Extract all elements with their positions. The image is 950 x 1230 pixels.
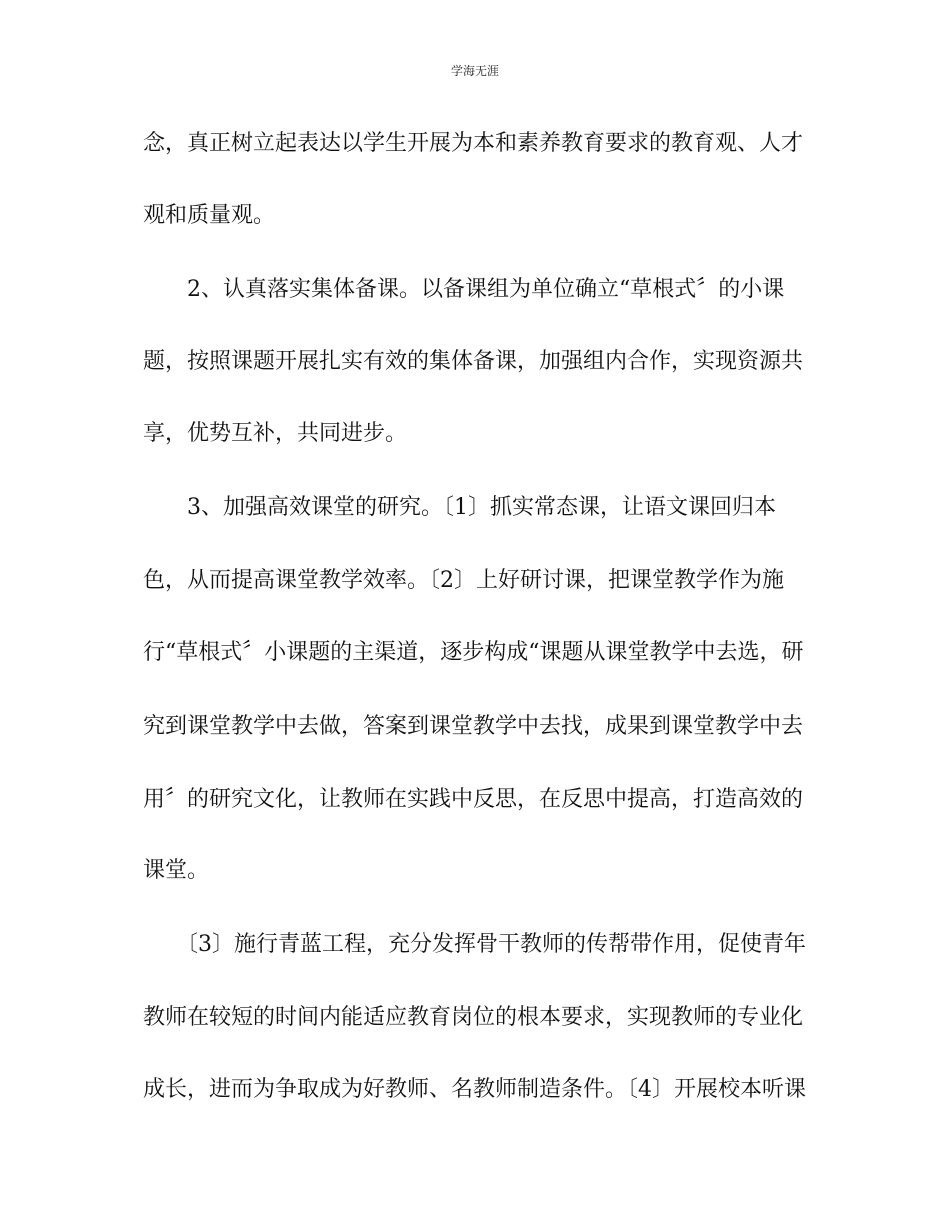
text-line: 题，按照课题开展扎实有效的集体备课，加强组内合作，实现资源共 (143, 349, 804, 374)
text-line: 色，从而提高课堂教学效率。〔2〕上好研讨课，把课堂教学作为施 (143, 568, 784, 593)
text-line: 念，真正树立起表达以学生开展为本和素养教育要求的教育观、人才 (143, 131, 804, 156)
text-line: 观和质量观。 (143, 203, 276, 228)
text-line: 〔3〕施行青蓝工程，充分发挥骨干教师的传帮带作用，促使青年 (143, 932, 806, 957)
text-line: 3、加强高效课堂的研究。〔1〕抓实常态课，让语文课回归本 (143, 495, 776, 520)
text-line: 课堂。 (143, 858, 210, 883)
text-line: 行“草根式〞小课题的主渠道，逐步构成“课题从课堂教学中去选，研 (143, 640, 804, 665)
page-header: 学海无涯 (450, 64, 499, 78)
text-line: 教师在较短的时间内能适应教育岗位的根本要求，实现教师的专业化 (143, 1005, 804, 1030)
text-line: 2、认真落实集体备课。以备课组为单位确立“草根式〞的小课 (143, 277, 785, 302)
text-line: 成长，进而为争取成为好教师、名教师制造条件。〔4〕开展校本听课 (143, 1077, 806, 1102)
text-line: 用〞的研究文化，让教师在实践中反思，在反思中提高，打造高效的 (143, 787, 804, 812)
text-line: 享，优势互补，共同进步。 (143, 421, 408, 446)
text-line: 究到课堂教学中去做，答案到课堂教学中去找，成果到课堂教学中去 (143, 714, 804, 739)
